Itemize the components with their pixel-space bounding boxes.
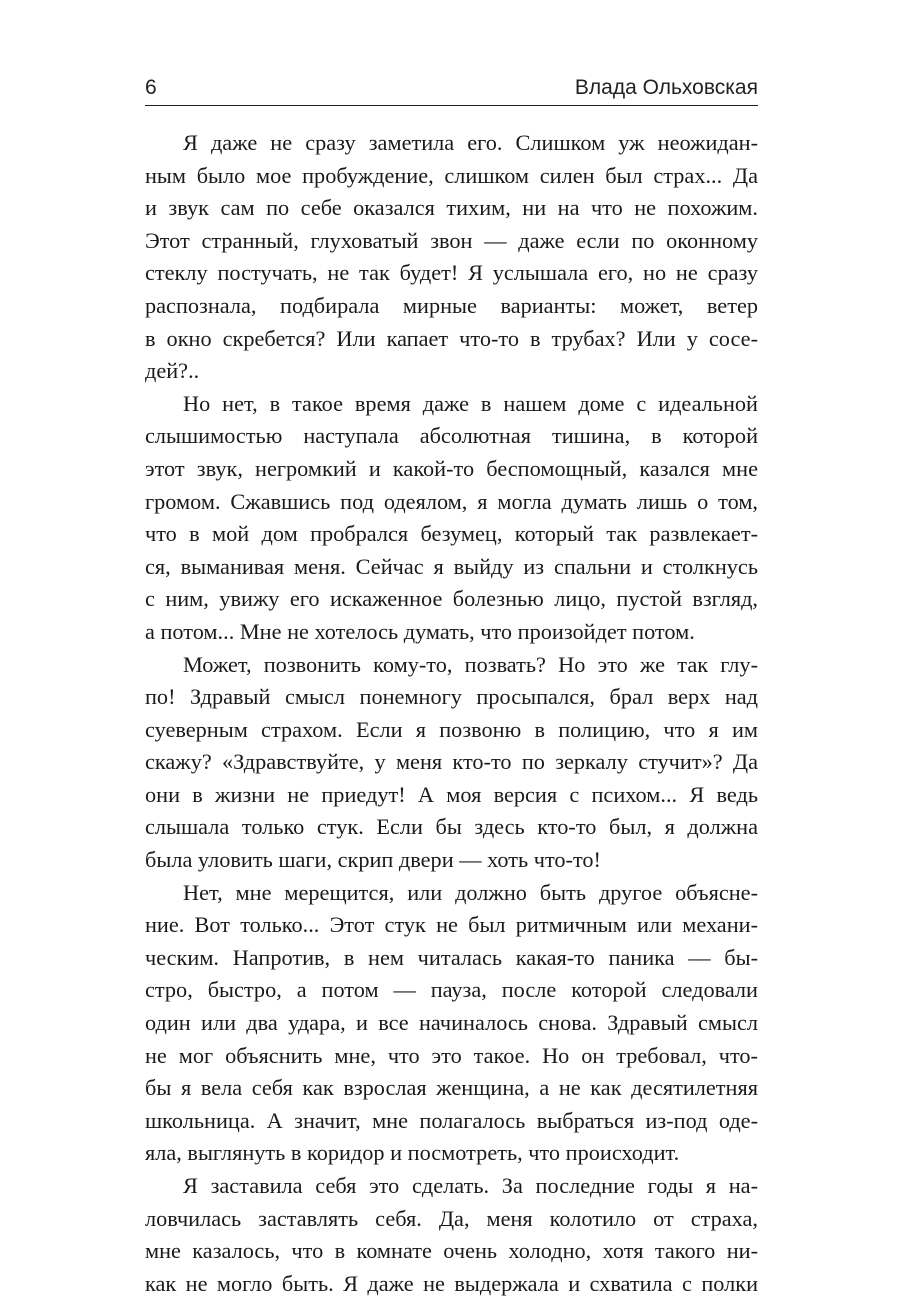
text-line: яла, выглянуть в коридор и посмотреть, что происходит. [145,1140,680,1166]
text-line: как не могло быть. Я даже не выдержала и схватила с полки [145,1270,758,1296]
page-number: 6 [145,76,157,99]
text-line: школьница. А значит, мне полагалось выбраться из-под оде- [145,1107,758,1133]
text-line: ние. Вот только... Этот стук не был ритмичным или механи- [145,912,758,938]
text-line: мне казалось, что в комнате очень холодно, хотя такого ни- [145,1238,758,1264]
text-line: громом. Сжавшись под одеялом, я могла думать лишь о том, [145,488,758,514]
text-line: слышимостью наступала абсолютная тишина, в которой [145,423,758,449]
header-rule [145,105,758,106]
text-line: этот звук, негромкий и какой-то беспомощный, казался мне [145,455,758,481]
text-line: Я даже не сразу заметила его. Слишком уж неожидан- [183,130,758,155]
text-line: ся, выманивая меня. Сейчас я выйду из спальни и столкнусь [145,553,758,579]
text-line: они в жизни не приедут! А моя версия с психом... Я ведь [145,781,758,807]
text-line: стро, быстро, а потом — пауза, после которой следовали [145,977,758,1003]
text-line: Я заставила себя это сделать. За последние годы я на- [183,1173,758,1198]
author-name: Влада Ольховская [574,76,758,99]
text-line: скажу? «Здравствуйте, у меня кто-то по зеркалу стучит»? Да [145,749,758,775]
text-line: дей?.. [145,358,200,384]
text-line: ным было мое пробуждение, слишком силен был страх... Да [145,162,758,188]
text-line: и звук сам по себе оказался тихим, ни на что не похожим. [145,195,758,221]
text-line: стеклу постучать, не так будет! Я услышала его, но не сразу [145,260,758,286]
text-line: Этот странный, глуховатый звон — даже если по оконному [145,227,758,253]
text-line: в окно скребется? Или капает что-то в трубах? Или у сосе- [145,325,758,351]
text-line: с ним, увижу его искаженное болезнью лицо, пустой взгляд, [145,586,758,612]
text-line: распознала, подбирала мирные варианты: может, ветер [145,292,758,318]
text-line: слышала только стук. Если бы здесь кто-то был, я должна [145,814,758,840]
text-line: один или два удара, и все начиналось снова. Здравый смысл [145,1010,758,1036]
body-text [145,127,758,1300]
text-line: что в мой дом пробрался безумец, который так развлекает- [145,521,758,547]
text-line: была уловить шаги, скрип двери — хоть что-то! [145,847,601,873]
text-line: суеверным страхом. Если я позвоню в полицию, что я им [145,716,758,742]
text-line: Может, позвонить кому-то, позвать? Но это же так глу- [183,651,758,677]
text-line: бы я вела себя как взрослая женщина, а не как десятилетняя [145,1075,758,1101]
text-line: ловчилась заставлять себя. Да, меня колотило от страха, [145,1205,758,1231]
text-line: не мог объяснить мне, что это такое. Но он требовал, что- [145,1042,758,1068]
text-line: ческим. Напротив, в нем читалась какая-то паника — бы- [145,944,758,970]
text-line: Но нет, в такое время даже в нашем доме с идеальной [183,390,758,416]
text-line: Нет, мне мерещится, или должно быть другое объясне- [183,879,758,905]
text-line: а потом... Мне не хотелось думать, что произойдет потом. [145,618,695,644]
text-line: по! Здравый смысл понемногу просыпался, брал верх над [145,684,758,710]
running-head [145,74,758,104]
